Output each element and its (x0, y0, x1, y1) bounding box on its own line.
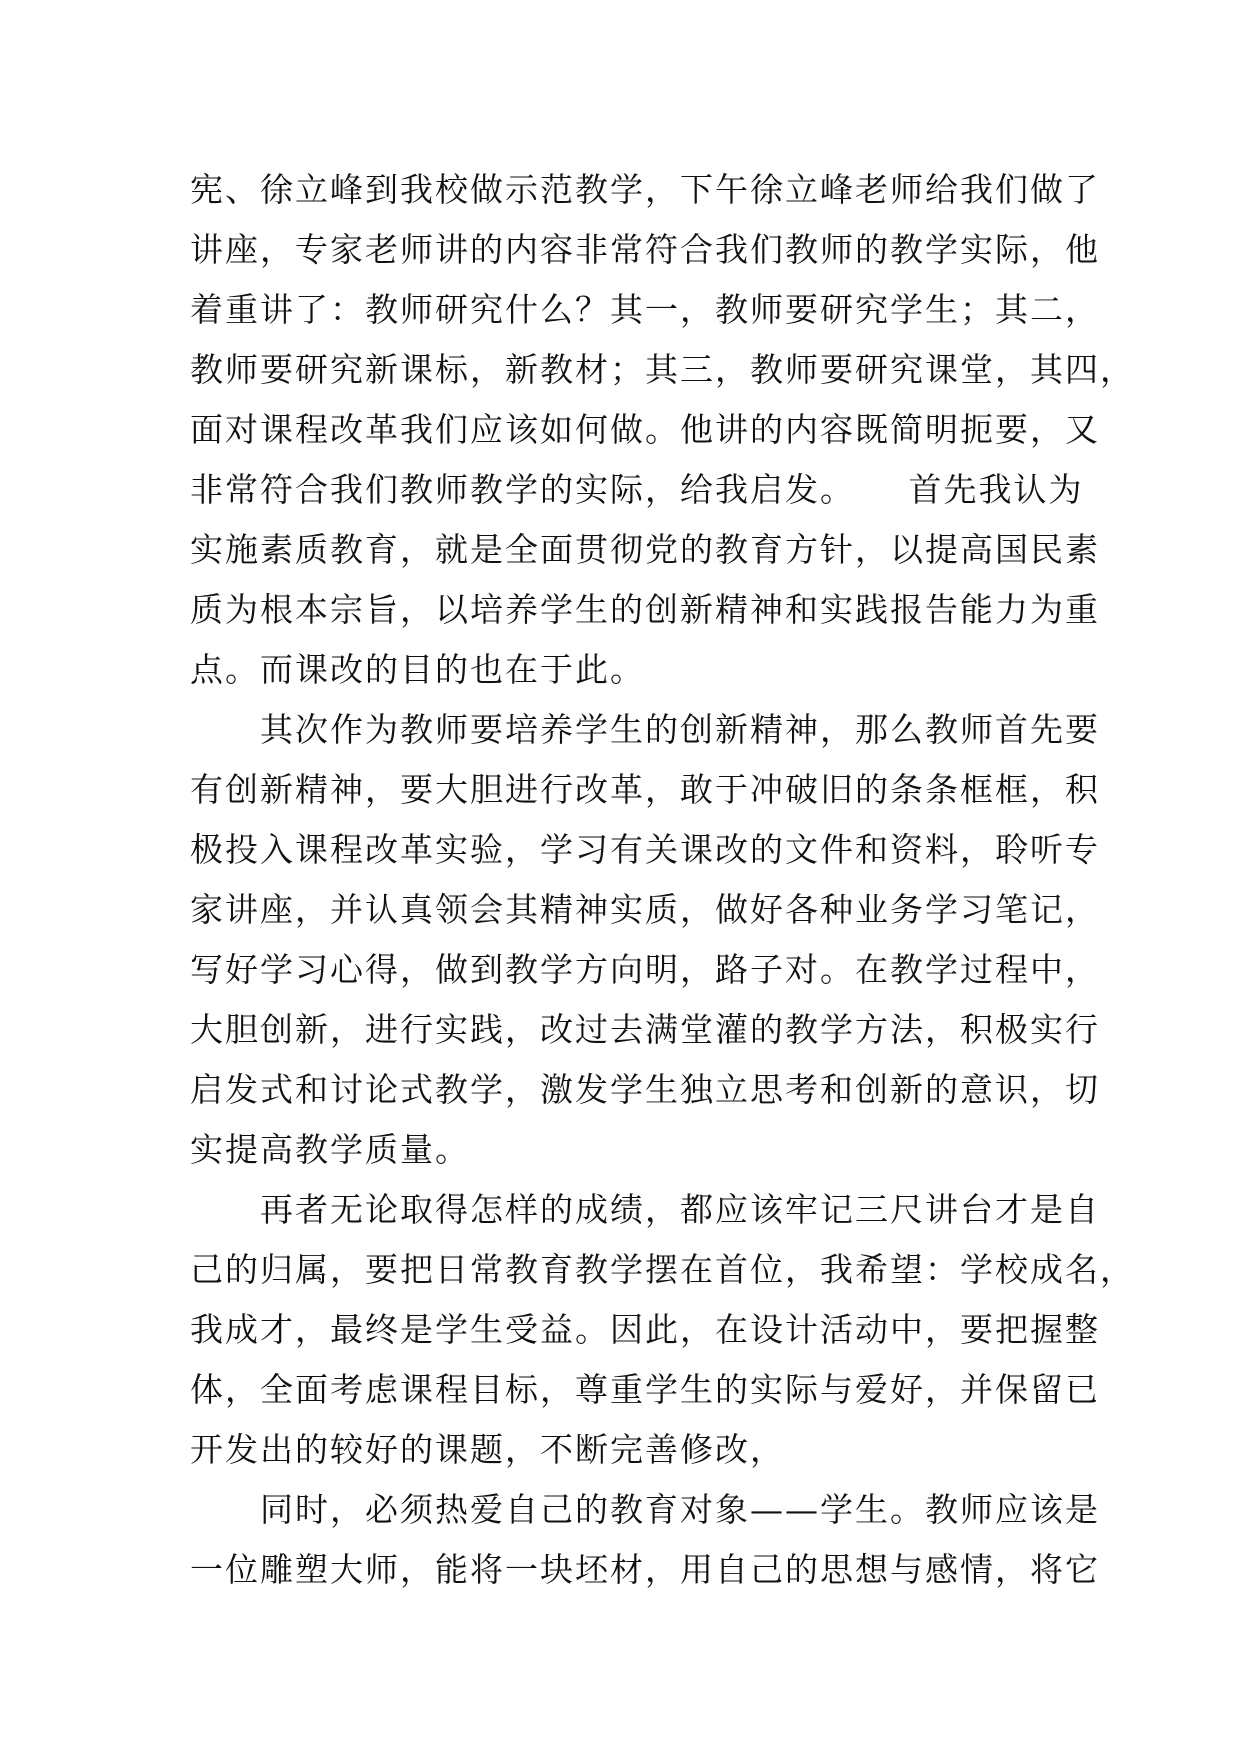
body-text (190, 160, 1135, 1600)
text-line: 写好学习心得，做到教学方向明，路子对。在教学过程中， (190, 950, 1100, 989)
text-line: 体，全面考虑课程目标，尊重学生的实际与爱好，并保留已 (190, 1370, 1100, 1409)
text-line: 开发出的较好的课题，不断完善修改， (190, 1430, 785, 1469)
text-line: 有创新精神，要大胆进行改革，敢于冲破旧的条条框框，积 (190, 770, 1100, 809)
text-line: 教师要研究新课标，新教材；其三，教师要研究课堂，其四， (190, 350, 1135, 389)
text-line: 宪、徐立峰到我校做示范教学，下午徐立峰老师给我们做了 (190, 170, 1100, 209)
text-line: 一位雕塑大师，能将一块坯材，用自己的思想与感情，将它 (190, 1550, 1100, 1589)
text-line: 点。而课改的目的也在于此。 (190, 650, 645, 689)
text-line: 实提高教学质量。 (190, 1130, 470, 1169)
text-line: 极投入课程改革实验，学习有关课改的文件和资料，聆听专 (190, 830, 1100, 869)
text-line: 己的归属，要把日常教育教学摆在首位，我希望：学校成名， (190, 1250, 1135, 1289)
text-line: 我成才，最终是学生受益。因此，在设计活动中，要把握整 (190, 1310, 1100, 1349)
text-line: 讲座，专家老师讲的内容非常符合我们教师的教学实际，他 (190, 230, 1100, 269)
text-line: 再者无论取得怎样的成绩，都应该牢记三尺讲台才是自 (190, 1190, 1100, 1229)
text-line: 面对课程改革我们应该如何做。他讲的内容既简明扼要，又 (190, 410, 1100, 449)
text-line: 实施素质教育，就是全面贯彻党的教育方针，以提高国民素 (190, 530, 1100, 569)
text-line: 非常符合我们教师教学的实际，给我启发。 首先我认为 (190, 470, 1084, 509)
text-line: 同时，必须热爱自己的教育对象——学生。教师应该是 (190, 1490, 1100, 1529)
text-line: 其次作为教师要培养学生的创新精神，那么教师首先要 (190, 710, 1100, 749)
text-line: 家讲座，并认真领会其精神实质，做好各种业务学习笔记， (190, 890, 1100, 929)
text-line: 质为根本宗旨，以培养学生的创新精神和实践报告能力为重 (190, 590, 1100, 629)
text-line: 启发式和讨论式教学，激发学生独立思考和创新的意识，切 (190, 1070, 1100, 1109)
text-line: 着重讲了：教师研究什么？其一，教师要研究学生；其二， (190, 290, 1100, 329)
text-line: 大胆创新，进行实践，改过去满堂灌的教学方法，积极实行 (190, 1010, 1100, 1049)
